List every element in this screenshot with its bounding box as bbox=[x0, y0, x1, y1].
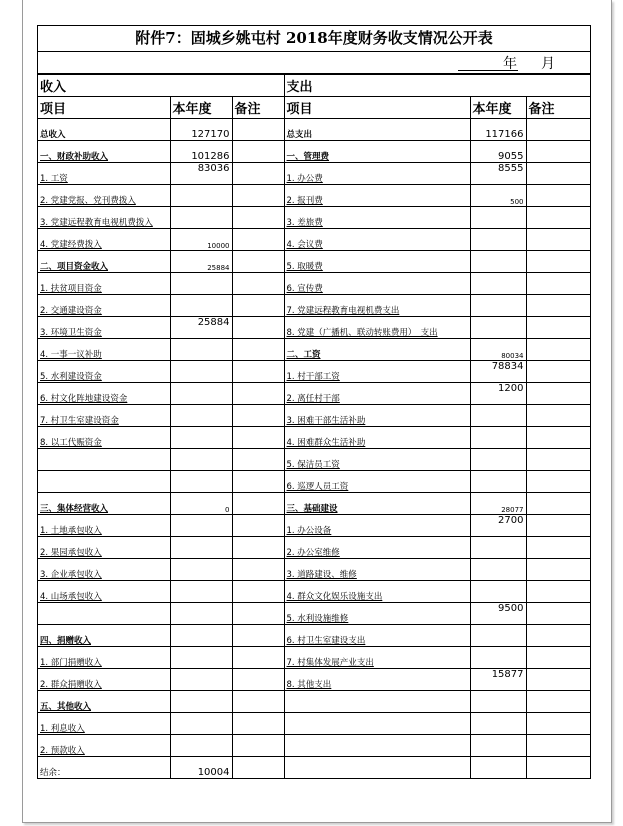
expense-item-cell: 2. 离任村干部 bbox=[284, 383, 470, 405]
expense-note-cell bbox=[526, 383, 590, 405]
table-row bbox=[38, 339, 590, 361]
expense-amount-cell bbox=[470, 625, 526, 647]
expense-note-cell bbox=[526, 449, 590, 471]
income-note-cell bbox=[232, 383, 284, 405]
income-note-cell bbox=[232, 647, 284, 669]
month-label: 月 bbox=[541, 56, 555, 72]
income-amount-cell bbox=[170, 471, 232, 493]
income-amount-cell bbox=[170, 691, 232, 713]
income-item-cell bbox=[38, 449, 170, 471]
income-expense-grid bbox=[38, 74, 590, 778]
expense-amount-cell: 2700 bbox=[470, 515, 526, 537]
table-row bbox=[38, 295, 590, 317]
income-item-cell: 一、财政补助收入 bbox=[38, 141, 170, 163]
income-amount-cell bbox=[170, 207, 232, 229]
table-row bbox=[38, 625, 590, 647]
income-item-cell: 二、项目资金收入 bbox=[38, 251, 170, 273]
year-label: 年 bbox=[503, 56, 517, 72]
income-note-cell bbox=[232, 603, 284, 625]
expense-amount-cell: 9055 bbox=[470, 141, 526, 163]
income-item-cell: 结余： bbox=[38, 757, 170, 779]
income-amount-cell bbox=[170, 427, 232, 449]
income-amount-cell bbox=[170, 735, 232, 757]
expense-item-cell: 8. 党建（广播机、联动转账费用） 支出 bbox=[284, 317, 470, 339]
income-amount-cell: 127170 bbox=[170, 119, 232, 141]
expense-amount-cell: 78834 bbox=[470, 361, 526, 383]
income-amount-cell bbox=[170, 559, 232, 581]
expense-amount-cell bbox=[470, 317, 526, 339]
expense-item-header: 项目 bbox=[284, 97, 470, 119]
income-note-cell bbox=[232, 229, 284, 251]
expense-section-label: 支出 bbox=[284, 75, 590, 97]
table-row bbox=[38, 493, 590, 515]
table-row bbox=[38, 471, 590, 493]
income-item-cell: 2. 预款收入 bbox=[38, 735, 170, 757]
expense-note-cell bbox=[526, 537, 590, 559]
table-row bbox=[38, 141, 590, 163]
income-note-cell bbox=[232, 735, 284, 757]
income-amount-cell bbox=[170, 273, 232, 295]
income-note-cell bbox=[232, 713, 284, 735]
expense-item-cell: 二、工资 bbox=[284, 339, 470, 361]
expense-amount-cell bbox=[470, 427, 526, 449]
expense-item-cell: 一、管理费 bbox=[284, 141, 470, 163]
income-item-cell: 1. 扶贫项目资金 bbox=[38, 273, 170, 295]
expense-note-cell bbox=[526, 427, 590, 449]
expense-item-cell bbox=[284, 757, 470, 779]
income-item-header: 项目 bbox=[38, 97, 170, 119]
table-row bbox=[38, 273, 590, 295]
income-note-header: 备注 bbox=[232, 97, 284, 119]
income-section-label: 收入 bbox=[38, 75, 284, 97]
expense-amount-cell bbox=[470, 449, 526, 471]
expense-amount-cell bbox=[470, 405, 526, 427]
table-row bbox=[38, 163, 590, 185]
table-row bbox=[38, 669, 590, 691]
table-row bbox=[38, 603, 590, 625]
income-item-cell: 2. 群众捐赠收入 bbox=[38, 669, 170, 691]
expense-note-cell bbox=[526, 493, 590, 515]
expense-amount-cell bbox=[470, 581, 526, 603]
income-amount-cell bbox=[170, 603, 232, 625]
expense-note-cell bbox=[526, 295, 590, 317]
income-amount-cell bbox=[170, 515, 232, 537]
expense-item-cell bbox=[284, 713, 470, 735]
table-row bbox=[38, 229, 590, 251]
income-amount-cell bbox=[170, 185, 232, 207]
income-note-cell bbox=[232, 207, 284, 229]
income-amount-cell bbox=[170, 625, 232, 647]
table-row bbox=[38, 713, 590, 735]
expense-amount-cell: 8555 bbox=[470, 163, 526, 185]
expense-amount-cell bbox=[470, 295, 526, 317]
income-amount-cell bbox=[170, 647, 232, 669]
expense-note-cell bbox=[526, 163, 590, 185]
expense-item-cell: 7. 村集体发展产业支出 bbox=[284, 647, 470, 669]
expense-item-cell: 6. 巡逻人员工资 bbox=[284, 471, 470, 493]
expense-amount-cell: 28077 bbox=[470, 493, 526, 515]
income-item-cell: 4. 山场承包收入 bbox=[38, 581, 170, 603]
income-note-cell bbox=[232, 515, 284, 537]
income-amount-cell bbox=[170, 713, 232, 735]
expense-item-cell: 4. 群众文化娱乐设施支出 bbox=[284, 581, 470, 603]
expense-item-cell: 5. 水利设施维修 bbox=[284, 603, 470, 625]
income-note-cell bbox=[232, 141, 284, 163]
income-item-cell: 6. 村文化阵地建设资金 bbox=[38, 383, 170, 405]
expense-item-cell: 三、基础建设 bbox=[284, 493, 470, 515]
table-row bbox=[38, 735, 590, 757]
income-amount-cell bbox=[170, 537, 232, 559]
income-amount-cell: 101286 bbox=[170, 141, 232, 163]
expense-amount-cell bbox=[470, 735, 526, 757]
income-item-cell: 8. 以工代赈资金 bbox=[38, 427, 170, 449]
income-note-cell bbox=[232, 669, 284, 691]
expense-item-cell: 总支出 bbox=[284, 119, 470, 141]
income-note-cell bbox=[232, 559, 284, 581]
expense-item-cell: 1. 村干部工资 bbox=[284, 361, 470, 383]
income-note-cell bbox=[232, 493, 284, 515]
expense-item-cell: 3. 差旅费 bbox=[284, 207, 470, 229]
income-item-cell: 1. 工资 bbox=[38, 163, 170, 185]
expense-item-cell: 5. 保洁员工资 bbox=[284, 449, 470, 471]
income-note-cell bbox=[232, 691, 284, 713]
expense-item-cell: 3. 困难干部生活补助 bbox=[284, 405, 470, 427]
section-row bbox=[38, 75, 590, 97]
table-row bbox=[38, 647, 590, 669]
expense-note-cell bbox=[526, 559, 590, 581]
income-note-cell bbox=[232, 405, 284, 427]
expense-note-cell bbox=[526, 185, 590, 207]
income-item-cell: 5. 水利建设资金 bbox=[38, 361, 170, 383]
income-note-cell bbox=[232, 317, 284, 339]
expense-note-cell bbox=[526, 669, 590, 691]
table-row bbox=[38, 207, 590, 229]
expense-amount-cell bbox=[470, 207, 526, 229]
expense-note-cell bbox=[526, 757, 590, 779]
income-amount-cell: 25884 bbox=[170, 251, 232, 273]
table-title: 附件7：固城乡姚屯村 2018年度财务收支情况公开表 bbox=[38, 26, 590, 52]
expense-note-header: 备注 bbox=[526, 97, 590, 119]
income-note-cell bbox=[232, 537, 284, 559]
expense-amount-cell bbox=[470, 273, 526, 295]
expense-item-cell bbox=[284, 735, 470, 757]
table-row bbox=[38, 581, 590, 603]
income-amount-cell bbox=[170, 383, 232, 405]
table-row bbox=[38, 361, 590, 383]
income-note-cell bbox=[232, 163, 284, 185]
income-note-cell bbox=[232, 427, 284, 449]
expense-note-cell bbox=[526, 273, 590, 295]
header-row bbox=[38, 97, 590, 119]
income-item-cell: 7. 村卫生室建设资金 bbox=[38, 405, 170, 427]
expense-item-cell: 6. 宣传费 bbox=[284, 273, 470, 295]
expense-note-cell bbox=[526, 713, 590, 735]
income-amount-cell: 25884 bbox=[170, 317, 232, 339]
expense-note-cell bbox=[526, 361, 590, 383]
income-note-cell bbox=[232, 449, 284, 471]
date-row bbox=[38, 52, 590, 74]
income-amount-cell bbox=[170, 581, 232, 603]
expense-note-cell bbox=[526, 317, 590, 339]
spreadsheet-page bbox=[22, 0, 612, 823]
expense-amount-cell bbox=[470, 691, 526, 713]
income-amount-cell: 0 bbox=[170, 493, 232, 515]
expense-note-cell bbox=[526, 625, 590, 647]
expense-note-cell bbox=[526, 141, 590, 163]
expense-item-cell: 5. 取暖费 bbox=[284, 251, 470, 273]
income-amount-cell: 83036 bbox=[170, 163, 232, 185]
expense-amount-cell bbox=[470, 647, 526, 669]
table-row bbox=[38, 383, 590, 405]
income-amount-cell: 10004 bbox=[170, 757, 232, 779]
expense-amount-cell bbox=[470, 251, 526, 273]
income-item-cell bbox=[38, 471, 170, 493]
income-note-cell bbox=[232, 339, 284, 361]
expense-amount-header: 本年度 bbox=[470, 97, 526, 119]
income-item-cell: 1. 土地承包收入 bbox=[38, 515, 170, 537]
expense-amount-cell: 15877 bbox=[470, 669, 526, 691]
expense-item-cell: 4. 会议费 bbox=[284, 229, 470, 251]
expense-note-cell bbox=[526, 405, 590, 427]
expense-amount-cell: 117166 bbox=[470, 119, 526, 141]
expense-item-cell: 2. 办公室维修 bbox=[284, 537, 470, 559]
income-item-cell: 4. 党建经费拨入 bbox=[38, 229, 170, 251]
table-row bbox=[38, 449, 590, 471]
income-item-cell: 1. 部门捐赠收入 bbox=[38, 647, 170, 669]
expense-item-cell: 4. 困难群众生活补助 bbox=[284, 427, 470, 449]
expense-amount-cell bbox=[470, 471, 526, 493]
income-amount-cell bbox=[170, 361, 232, 383]
expense-amount-cell bbox=[470, 229, 526, 251]
expense-note-cell bbox=[526, 339, 590, 361]
income-note-cell bbox=[232, 251, 284, 273]
expense-amount-cell: 80034 bbox=[470, 339, 526, 361]
table-row bbox=[38, 757, 590, 779]
income-amount-header: 本年度 bbox=[170, 97, 232, 119]
expense-note-cell bbox=[526, 207, 590, 229]
expense-note-cell bbox=[526, 581, 590, 603]
expense-note-cell bbox=[526, 229, 590, 251]
expense-item-cell: 7. 党建远程教育电视机费支出 bbox=[284, 295, 470, 317]
expense-amount-cell: 1200 bbox=[470, 383, 526, 405]
table-row bbox=[38, 427, 590, 449]
expense-amount-cell: 500 bbox=[470, 185, 526, 207]
expense-item-cell: 1. 办公费 bbox=[284, 163, 470, 185]
expense-amount-cell bbox=[470, 559, 526, 581]
income-note-cell bbox=[232, 119, 284, 141]
income-item-cell: 四、捐赠收入 bbox=[38, 625, 170, 647]
income-amount-cell bbox=[170, 669, 232, 691]
income-item-cell: 2. 果园承包收入 bbox=[38, 537, 170, 559]
expense-amount-cell: 9500 bbox=[470, 603, 526, 625]
expense-note-cell bbox=[526, 515, 590, 537]
income-note-cell bbox=[232, 273, 284, 295]
table-row bbox=[38, 251, 590, 273]
income-amount-cell bbox=[170, 339, 232, 361]
table-row bbox=[38, 405, 590, 427]
income-item-cell: 4. 一事一议补助 bbox=[38, 339, 170, 361]
expense-item-cell: 8. 其他支出 bbox=[284, 669, 470, 691]
income-note-cell bbox=[232, 361, 284, 383]
income-item-cell: 总收入 bbox=[38, 119, 170, 141]
income-amount-cell bbox=[170, 405, 232, 427]
income-item-cell: 3. 环境卫生资金 bbox=[38, 317, 170, 339]
expense-note-cell bbox=[526, 735, 590, 757]
expense-amount-cell bbox=[470, 713, 526, 735]
income-note-cell bbox=[232, 295, 284, 317]
expense-amount-cell bbox=[470, 757, 526, 779]
table-row bbox=[38, 119, 590, 141]
expense-item-cell: 1. 办公设备 bbox=[284, 515, 470, 537]
income-amount-cell bbox=[170, 295, 232, 317]
expense-note-cell bbox=[526, 603, 590, 625]
income-item-cell: 1. 利息收入 bbox=[38, 713, 170, 735]
expense-note-cell bbox=[526, 471, 590, 493]
table-row bbox=[38, 185, 590, 207]
income-note-cell bbox=[232, 625, 284, 647]
income-item-cell: 3. 党建远程教育电视机费拨入 bbox=[38, 207, 170, 229]
expense-note-cell bbox=[526, 691, 590, 713]
table-row bbox=[38, 537, 590, 559]
expense-item-cell: 3. 道路建设、维修 bbox=[284, 559, 470, 581]
income-note-cell bbox=[232, 471, 284, 493]
table-row bbox=[38, 559, 590, 581]
income-item-cell: 2. 党建党报、党刊费拨入 bbox=[38, 185, 170, 207]
expense-note-cell bbox=[526, 647, 590, 669]
income-note-cell bbox=[232, 185, 284, 207]
expense-item-cell: 6. 村卫生室建设支出 bbox=[284, 625, 470, 647]
table-row bbox=[38, 691, 590, 713]
income-item-cell: 3. 企业承包收入 bbox=[38, 559, 170, 581]
income-item-cell: 五、其他收入 bbox=[38, 691, 170, 713]
table-row bbox=[38, 515, 590, 537]
expense-item-cell: 2. 报刊费 bbox=[284, 185, 470, 207]
table-row bbox=[38, 317, 590, 339]
income-amount-cell bbox=[170, 449, 232, 471]
income-note-cell bbox=[232, 757, 284, 779]
expense-amount-cell bbox=[470, 537, 526, 559]
expense-note-cell bbox=[526, 251, 590, 273]
expense-item-cell bbox=[284, 691, 470, 713]
income-item-cell: 三、集体经营收入 bbox=[38, 493, 170, 515]
income-amount-cell: 10000 bbox=[170, 229, 232, 251]
finance-table bbox=[37, 25, 591, 779]
expense-note-cell bbox=[526, 119, 590, 141]
income-item-cell bbox=[38, 603, 170, 625]
income-item-cell: 2. 交通建设资金 bbox=[38, 295, 170, 317]
income-note-cell bbox=[232, 581, 284, 603]
